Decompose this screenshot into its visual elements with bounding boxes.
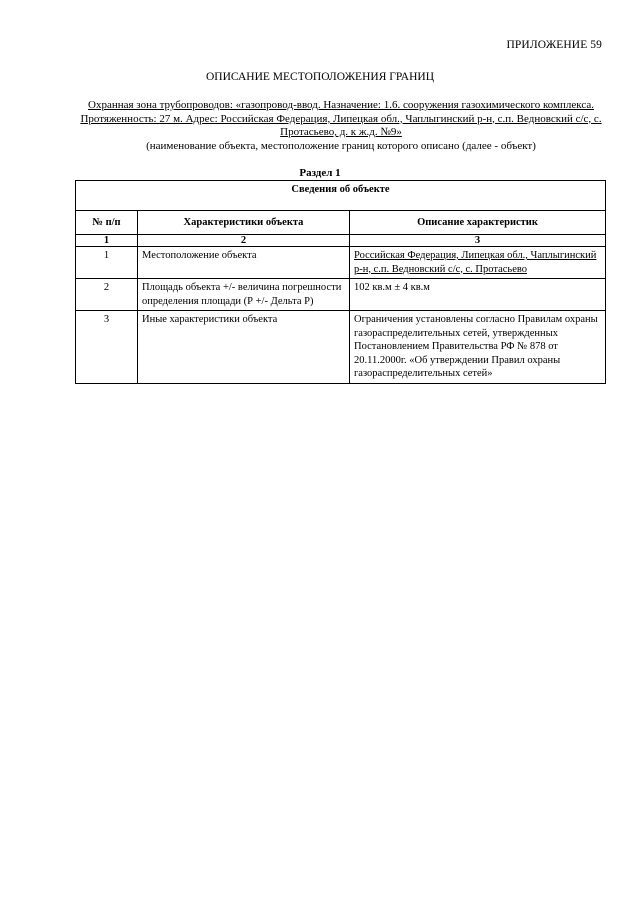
column-header-description: Описание характеристик bbox=[350, 211, 606, 235]
row-number: 2 bbox=[76, 279, 138, 311]
location-text: Российская Федерация, Липецкая обл., Чаплыгинский р-н, с.п. Ведновский с/с, с. Протасьево bbox=[354, 250, 597, 275]
column-header-number: № п/п bbox=[76, 211, 138, 235]
object-name: Охранная зона трубопроводов: «газопровод-ввод. Назначение: 1.6. сооружения газохимического комплекса. Протяженность: 27 м. Адрес: Российская Федерация, Липецкая обл., Чаплыгинский р-н, с.п. Ведновский с/с, с. Протасьево, д. к ж.д. №9» bbox=[80, 99, 602, 138]
row-description: Ограничения установлены согласно Правилам охраны газораспределительных сетей, утвержденных Постановлением Правительства РФ № 878 от 20.11.2000г. «Об утверждении Правил охраны газораспределительных сетей» bbox=[350, 311, 606, 384]
column-number-3: 3 bbox=[350, 235, 606, 247]
row-characteristic: Местоположение объекта bbox=[138, 247, 350, 279]
appendix-label: ПРИЛОЖЕНИЕ 59 bbox=[506, 39, 602, 51]
table-row bbox=[76, 279, 606, 311]
table-row bbox=[76, 311, 606, 384]
column-header-characteristic: Характеристики объекта bbox=[138, 211, 350, 235]
row-number: 1 bbox=[76, 247, 138, 279]
column-number-2: 2 bbox=[138, 235, 350, 247]
column-number-1: 1 bbox=[76, 235, 138, 247]
object-note: (наименование объекта, местоположение границ которого описано (далее - объект) bbox=[146, 139, 536, 152]
section-label: Раздел 1 bbox=[299, 167, 341, 179]
object-description bbox=[76, 99, 606, 153]
table-row bbox=[76, 247, 606, 279]
row-characteristic: Площадь объекта +/- величина погрешности определения площади (Р +/- Дельта Р) bbox=[138, 279, 350, 311]
row-description bbox=[350, 247, 606, 279]
document-title: ОПИСАНИЕ МЕСТОПОЛОЖЕНИЯ ГРАНИЦ bbox=[205, 71, 435, 83]
table-caption: Сведения об объекте bbox=[76, 181, 606, 211]
object-info-table bbox=[75, 180, 606, 384]
row-description: 102 кв.м ± 4 кв.м bbox=[350, 279, 606, 311]
row-characteristic: Иные характеристики объекта bbox=[138, 311, 350, 384]
row-number: 3 bbox=[76, 311, 138, 384]
